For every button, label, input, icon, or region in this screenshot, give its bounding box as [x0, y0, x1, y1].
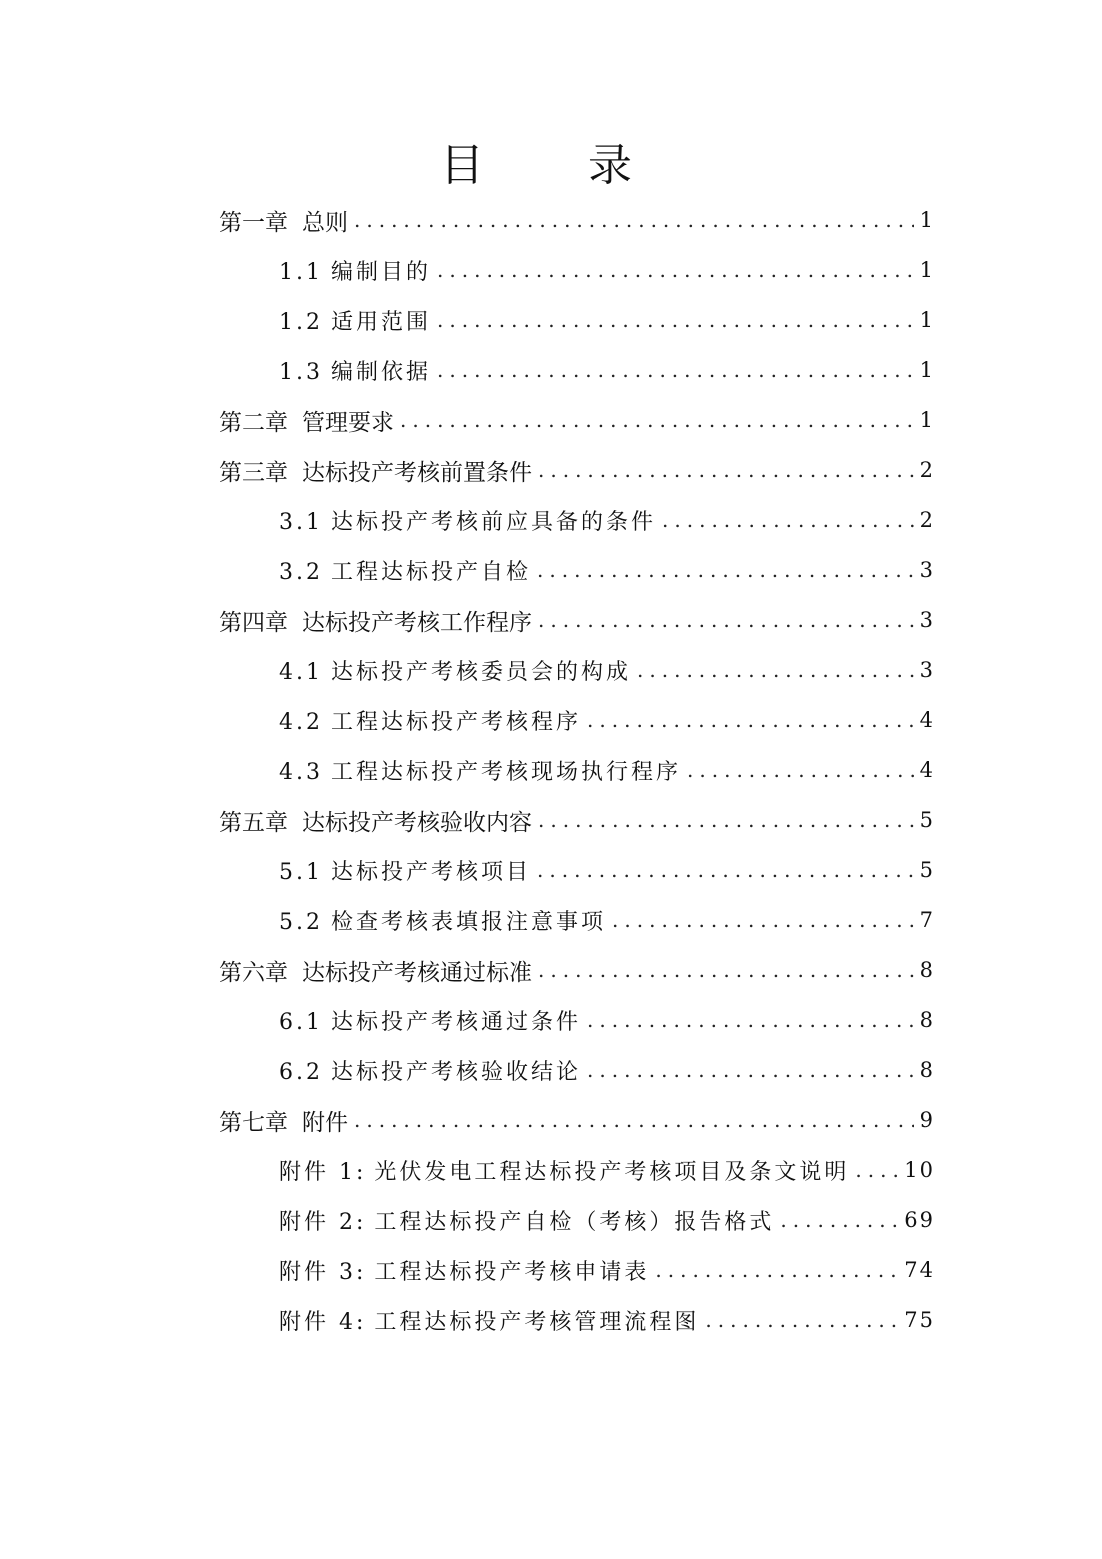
toc-entry-section-4-3[interactable]: [219, 745, 935, 795]
dot-leader: [537, 556, 914, 584]
toc-entry-appendix-1[interactable]: [219, 1145, 935, 1195]
toc-page-number: 1: [919, 208, 935, 232]
toc-entry-section-3-1[interactable]: [219, 495, 935, 545]
toc-page-number: 69: [904, 1208, 935, 1232]
toc-page-number: 8: [919, 1058, 935, 1082]
toc-page-number: 10: [904, 1158, 935, 1182]
toc-entry-number: 1.2: [279, 309, 323, 335]
toc-page-number: 4: [919, 758, 935, 782]
toc-entry-title: 达标投产考核项目: [331, 859, 532, 885]
toc-entry-chapter-4[interactable]: [219, 595, 935, 645]
toc-entry-title: 工程达标投产自检: [331, 559, 532, 585]
toc-entry-section-1-2[interactable]: [219, 295, 935, 345]
toc-page-number: 8: [919, 1008, 935, 1032]
toc-entry-title: 管理要求: [302, 409, 394, 436]
dot-leader: [780, 1206, 898, 1234]
toc-entry-chapter-7[interactable]: [219, 1095, 935, 1145]
toc-page-number: 7: [919, 908, 935, 932]
toc-page-number: 1: [919, 258, 935, 282]
toc-entry-number: 1.1: [279, 259, 323, 285]
toc-entry-number: 4.1: [279, 659, 323, 685]
dot-leader: [538, 806, 914, 834]
toc-page-number: 3: [919, 558, 935, 582]
table-of-contents: [219, 195, 935, 1345]
toc-entry-title: 检查考核表填报注意事项: [331, 909, 607, 935]
toc-entry-title: 达标投产考核通过标准: [302, 959, 532, 986]
toc-entry-title: 光伏发电工程达标投产考核项目及条文说明: [374, 1159, 850, 1185]
toc-entry-title: 工程达标投产自检（考核）报告格式: [374, 1209, 775, 1235]
toc-page-number: 75: [904, 1308, 935, 1332]
toc-page-number: 1: [919, 308, 935, 332]
toc-page-number: 9: [919, 1108, 935, 1132]
toc-entry-number: 3.2: [279, 559, 323, 585]
toc-entry-number: 第三章: [219, 459, 288, 486]
dot-leader: [400, 406, 914, 434]
toc-entry-title: 工程达标投产考核现场执行程序: [331, 759, 682, 785]
toc-entry-section-6-1[interactable]: [219, 995, 935, 1045]
toc-entry-section-6-2[interactable]: [219, 1045, 935, 1095]
toc-entry-chapter-1[interactable]: [219, 195, 935, 245]
dot-leader: [437, 256, 914, 284]
toc-entry-title: 达标投产考核前置条件: [302, 459, 532, 486]
dot-leader: [437, 356, 914, 384]
dot-leader: [538, 456, 914, 484]
toc-page-number: 2: [919, 458, 935, 482]
dot-leader: [354, 206, 914, 234]
toc-entry-number: 附件 1:: [279, 1159, 367, 1185]
toc-page-number: 4: [919, 708, 935, 732]
toc-page-number: 2: [919, 508, 935, 532]
dot-leader: [662, 506, 914, 534]
toc-entry-title: 适用范围: [331, 309, 432, 335]
toc-entry-title: 工程达标投产考核管理流程图: [374, 1309, 700, 1335]
toc-entry-number: 5.2: [279, 909, 323, 935]
toc-entry-number: 附件 2:: [279, 1209, 367, 1235]
toc-entry-number: 6.1: [279, 1009, 323, 1035]
toc-entry-number: 第一章: [219, 209, 288, 236]
toc-entry-appendix-4[interactable]: [219, 1295, 935, 1345]
toc-entry-number: 3.1: [279, 509, 323, 535]
toc-entry-title: 总则: [302, 209, 348, 236]
toc-entry-section-1-1[interactable]: [219, 245, 935, 295]
toc-entry-number: 附件 3:: [279, 1259, 367, 1285]
dot-leader: [705, 1306, 898, 1334]
toc-page-number: 3: [919, 658, 935, 682]
toc-page-number: 1: [919, 358, 935, 382]
toc-entry-number: 4.2: [279, 709, 323, 735]
toc-entry-section-5-2[interactable]: [219, 895, 935, 945]
toc-entry-number: 第四章: [219, 609, 288, 636]
toc-entry-chapter-2[interactable]: [219, 395, 935, 445]
toc-entry-section-4-1[interactable]: [219, 645, 935, 695]
toc-page-number: 5: [919, 808, 935, 832]
toc-entry-section-1-3[interactable]: [219, 345, 935, 395]
toc-entry-appendix-2[interactable]: [219, 1195, 935, 1245]
dot-leader: [855, 1156, 898, 1184]
toc-entry-title: 达标投产考核工作程序: [302, 609, 532, 636]
toc-entry-title: 工程达标投产考核程序: [331, 709, 582, 735]
dot-leader: [537, 856, 914, 884]
toc-entry-chapter-6[interactable]: [219, 945, 935, 995]
toc-entry-number: 附件 4:: [279, 1309, 367, 1335]
toc-entry-number: 第五章: [219, 809, 288, 836]
toc-entry-title: 编制依据: [331, 359, 432, 385]
page-title: 目 录: [440, 140, 662, 191]
toc-entry-chapter-3[interactable]: [219, 445, 935, 495]
dot-leader: [687, 756, 914, 784]
dot-leader: [637, 656, 914, 684]
toc-entry-number: 第二章: [219, 409, 288, 436]
dot-leader: [587, 706, 914, 734]
toc-entry-chapter-5[interactable]: [219, 795, 935, 845]
dot-leader: [587, 1056, 914, 1084]
dot-leader: [587, 1006, 914, 1034]
toc-entry-section-4-2[interactable]: [219, 695, 935, 745]
toc-entry-title: 达标投产考核验收结论: [331, 1059, 582, 1085]
toc-entry-title: 达标投产考核通过条件: [331, 1009, 582, 1035]
toc-entry-number: 5.1: [279, 859, 323, 885]
toc-entry-title: 附件: [302, 1109, 348, 1136]
toc-entry-title: 达标投产考核验收内容: [302, 809, 532, 836]
dot-leader: [354, 1106, 914, 1134]
toc-entry-title: 编制目的: [331, 259, 432, 285]
toc-entry-section-5-1[interactable]: [219, 845, 935, 895]
toc-entry-title: 工程达标投产考核申请表: [374, 1259, 650, 1285]
dot-leader: [538, 956, 914, 984]
dot-leader: [437, 306, 914, 334]
dot-leader: [612, 906, 914, 934]
toc-entry-title: 达标投产考核委员会的构成: [331, 659, 632, 685]
toc-entry-number: 第六章: [219, 959, 288, 986]
toc-page-number: 3: [919, 608, 935, 632]
toc-entry-appendix-3[interactable]: [219, 1245, 935, 1295]
toc-page-number: 8: [919, 958, 935, 982]
toc-entry-number: 第七章: [219, 1109, 288, 1136]
toc-entry-section-3-2[interactable]: [219, 545, 935, 595]
toc-entry-number: 6.2: [279, 1059, 323, 1085]
dot-leader: [655, 1256, 898, 1284]
toc-page-number: 1: [919, 408, 935, 432]
toc-entry-number: 4.3: [279, 759, 323, 785]
toc-entry-title: 达标投产考核前应具备的条件: [331, 509, 657, 535]
dot-leader: [538, 606, 914, 634]
toc-entry-number: 1.3: [279, 359, 323, 385]
toc-page-number: 74: [904, 1258, 935, 1282]
toc-page-number: 5: [919, 858, 935, 882]
